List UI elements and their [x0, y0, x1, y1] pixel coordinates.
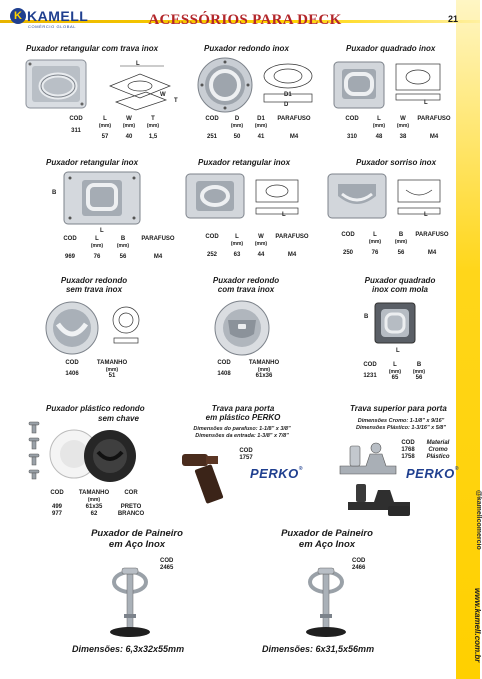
spec-col-b: B (mm) 56 [394, 232, 408, 256]
spec-col-cod: COD 252 [205, 234, 219, 258]
spec-col-w: W (mm) 40 [122, 116, 136, 140]
spec-col-l: L (mm) 48 [372, 116, 386, 140]
spec-col-l: L (mm) 63 [230, 234, 244, 258]
dim-letter: L [396, 348, 400, 354]
spec-col-b: B (mm) 56 [412, 362, 426, 381]
spec-col-cod: COD 1406 [65, 360, 79, 377]
technical-drawing [252, 176, 302, 220]
dim-letter: B [52, 190, 57, 196]
spec-col-t: T (mm) 1,5 [146, 116, 160, 140]
product-title: Puxador de Paineiro em Aço Inox [91, 528, 183, 550]
dim-letter: T [174, 98, 178, 104]
spec-col-l: L (mm) 76 [368, 232, 382, 256]
product-title: Puxador redondo sem trava inox [60, 276, 128, 294]
spec-col-cod: COD 311 [69, 116, 83, 134]
product-image [24, 56, 96, 114]
cod-block: COD 2466 [352, 558, 366, 571]
product-title-line2: sem chave [98, 414, 139, 423]
product-image [332, 60, 386, 110]
technical-drawing [108, 304, 148, 346]
dim-letter: D1 [284, 92, 292, 98]
spec-col-l: L (mm) 65 [388, 362, 402, 381]
spec-col-parafuso: PARAFUSO M4 [417, 116, 451, 140]
spec-col-cod: COD 1768 1758 [401, 440, 415, 460]
product-note: Dimensões Cromo: 1-1/8" x 9/16" Dimensões Plástico: 1-3/16" x 5/8" [356, 418, 446, 431]
spec-col-l: L (mm) 76 [90, 236, 104, 260]
product-title: Trava para porta em plástico PERKO [205, 404, 281, 422]
product-title: Puxador redondo com trava inox [212, 276, 280, 294]
spec-col-cor: COR PRETO BRANCO [117, 490, 145, 517]
social-handle: @kamellcomercio [475, 490, 482, 550]
product-title: Puxador quadrado inox com mola [364, 276, 436, 294]
page-number: 21 [448, 14, 459, 24]
logo-subtitle: COMÉRCIO GLOBAL [28, 24, 77, 29]
product-image-plastic [344, 478, 416, 522]
product-image [48, 420, 138, 488]
product-title: Puxador sorriso inox [356, 158, 437, 167]
cod-block: COD 2465 [160, 558, 174, 571]
product-image [178, 446, 240, 506]
dim-letter: L [136, 61, 140, 67]
website-url: www.kamell.com.br [473, 587, 482, 663]
logo-text: KAMELL [27, 8, 89, 24]
dim-letter: W [160, 92, 166, 98]
spec-col-cod: COD 499 977 [50, 490, 64, 517]
perko-logo: PERKO® [250, 466, 303, 481]
logo-mark: K [10, 8, 26, 24]
dim-letter: D [284, 102, 289, 108]
spec-col-cod: COD 251 [205, 116, 219, 140]
spec-col-parafuso: PARAFUSO M4 [275, 234, 309, 258]
product-title: Puxador plástico redondo [46, 404, 145, 413]
product-title: Trava superior para porta [350, 404, 447, 413]
product-title: Puxador redondo inox [204, 44, 289, 53]
spec-col-tamanho: TAMANHO (mm) 61x36 [248, 360, 280, 379]
product-image [298, 552, 358, 642]
product-title: Puxador retangular inox [46, 158, 139, 167]
dim-letter: L [100, 228, 104, 234]
perko-logo: PERKO® [406, 466, 459, 481]
product-image [374, 302, 416, 344]
product-image [102, 552, 162, 642]
spec-col-tamanho: TAMANHO (mm) 51 [96, 360, 128, 379]
product-title: Puxador de Paineiro em Aço Inox [281, 528, 373, 550]
spec-col-cod: COD 1231 [363, 362, 377, 379]
dim-letter: L [424, 212, 428, 218]
product-title: Puxador retangular com trava inox [26, 44, 159, 53]
product-image [42, 300, 102, 356]
spec-col-l: L (mm) 57 [98, 116, 112, 140]
page-header [0, 0, 480, 38]
spec-col-w: W (mm) 38 [396, 116, 410, 140]
dim-letter: L [424, 100, 428, 106]
spec-col-cod: COD 310 [345, 116, 359, 140]
spec-col-parafuso: PARAFUSO M4 [415, 232, 449, 256]
spec-col-material: Material Cromo Plástico [426, 440, 450, 460]
screws-image [26, 420, 44, 480]
spec-col-w: W (mm) 44 [254, 234, 268, 258]
spec-col-cod: COD 250 [341, 232, 355, 256]
spec-col-d: D (mm) 50 [230, 116, 244, 140]
product-image [184, 172, 246, 220]
product-image [62, 170, 142, 226]
product-note: Dimensões do parafuso: 1-1/8" x 3/8" Dimensões da entrada: 1-3/8" x 7/8" [193, 426, 291, 439]
product-title: Puxador retangular inox [198, 158, 291, 167]
spec-col-cod: COD 969 [63, 236, 77, 260]
spec-col-tamanho: TAMANHO (mm) 61x35 62 [78, 490, 110, 517]
technical-drawing [392, 60, 444, 106]
product-image [196, 56, 254, 114]
technical-drawing [100, 56, 180, 114]
product-image [210, 300, 274, 356]
spec-col-b: B (mm) 56 [116, 236, 130, 260]
product-dimensions: Dimensões: 6,3x32x55mm [72, 644, 185, 654]
spec-col-cod: COD 1408 [217, 360, 231, 377]
dim-letter: L [282, 212, 286, 218]
page-title: ACESSÓRIOS PARA DECK [148, 12, 342, 28]
spec-col-d1: D1 (mm) 41 [254, 116, 268, 140]
dim-letter: B [364, 314, 369, 320]
cod-block: COD 1757 [239, 448, 253, 461]
product-image [326, 172, 388, 220]
product-dimensions: Dimensões: 6x31,5x56mm [262, 644, 375, 654]
spec-col-parafuso: PARAFUSO M4 [277, 116, 311, 140]
spec-col-parafuso: PARAFUSO M4 [141, 236, 175, 260]
technical-drawing [394, 176, 444, 220]
brand-logo [10, 6, 89, 32]
product-title: Puxador quadrado inox [346, 44, 436, 53]
